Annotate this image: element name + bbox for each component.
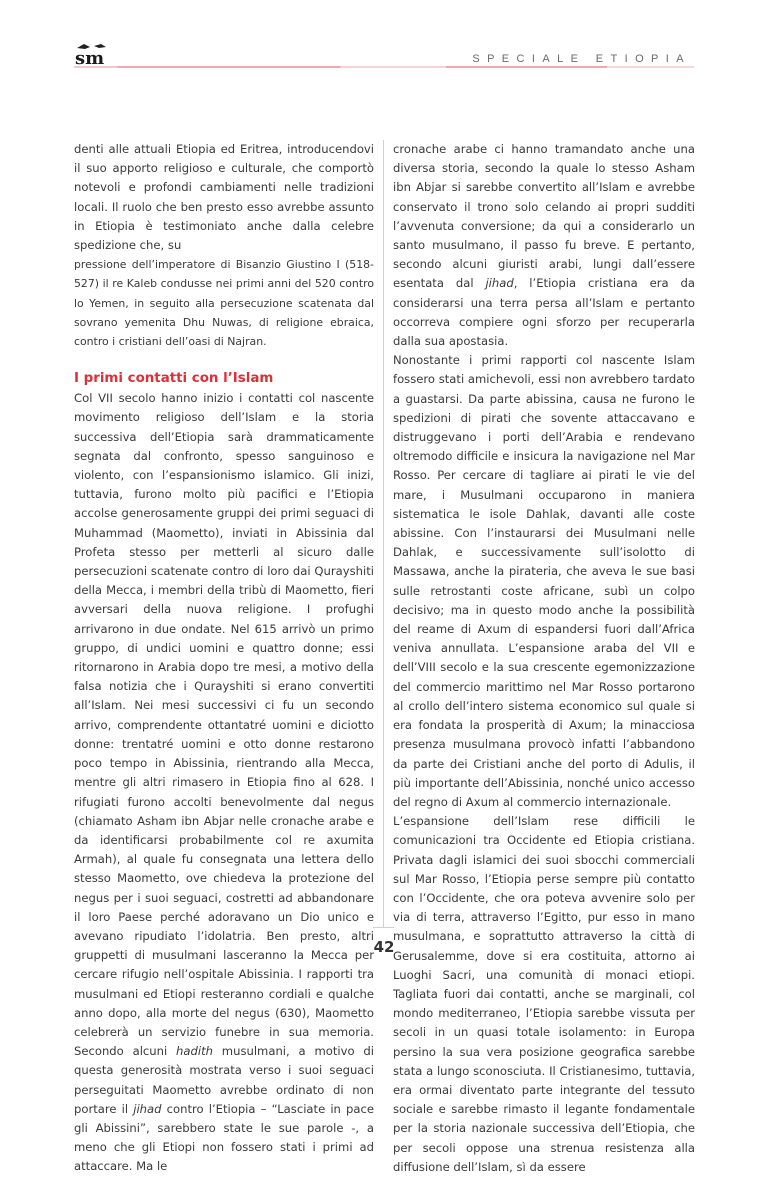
logo-mark-icon [74, 42, 108, 66]
page-number: 42 [373, 938, 395, 956]
italic-term: jihad [485, 276, 514, 291]
publication-logo [74, 42, 108, 66]
right-column [393, 140, 695, 1177]
paragraph-text: cronache arabe ci hanno tramandato anche una diversa storia, secondo la quale lo stesso Asham ibn Abjar si sarebbe convertito all’Islam e avrebbe conservato il trono solo celando ai propri sudditi l’avvenuta conversione; da qui a considerarlo un santo musulmano, il passo fu breve. E pertanto, secondo alcuni giuristi arabi, lungi dall’essere esentata dal [393, 142, 695, 291]
logo-text: sm [75, 48, 105, 66]
paragraph [393, 140, 695, 351]
paragraph [74, 389, 374, 1176]
header-rule [74, 66, 694, 68]
column-divider-foot [373, 927, 394, 928]
italic-term: jihad [133, 1101, 162, 1116]
section-title: SPECIALE ETIOPIA [472, 53, 691, 65]
paragraph-text: contro l’Etiopia – “Lasciate in pace gli Abissini”, sarebbero state le sue parole -, a meno che gli Etiopi non fossero stati i primi ad attaccare. Ma le [74, 1101, 375, 1174]
paragraph [74, 255, 374, 351]
paragraph [393, 351, 695, 812]
paragraph-text: L’espansione dell’Islam rese difficili le comunicazioni tra Occidente ed Etiopia cristiana. Privata dagli islamici dei suoi sbocchi commerciali sul Mar Rosso, l’Etiopia perse sempre più contatto con l’Occidente, che ora poteva avvenire solo per via di terra, attraverso l’Egitto, pur esso in mano musulmana, e soprattutto attraverso la città di Gerusalemme, dove si era costituita, attorno ai Luoghi Sacri, una comunità di monaci etiopi. Tagliata fuori dai contatti, anche se marginali, col mondo mediterraneo, l’Etiopia sarebbe vissuta per secoli in un quasi totale isolamento: in Europa persino la sua vera posizione geografica sarebbe stata a lungo sconosciuta. Il Cristianesimo, tuttavia, era ormai diventato parte integrante del tessuto sociale e sarebbe rimasto il legante fondamentale per la storia nazionale successiva dell’Etiopia, che per secoli oppose una strenua resistenza alla diffusione dell’Islam, sì da essere [393, 814, 695, 1174]
italic-term: hadith [176, 1044, 213, 1059]
paragraph-text: Col VII secolo hanno inizio i contatti col nascente movimento religioso dell’Islam e la storia successiva dell’Etiopia sarà drammaticamente segnata dal confronto, spesso sanguinoso e violento, con l’espansionismo islamico. Gli inizi, tuttavia, furono molto più pacifici e l’Etiopia accolse generosamente gruppi dei primi seguaci di Muhammad (Maometto), inviati in Abissinia dal Profeta stesso per metterli al sicuro dalle persecuzioni scatenate contro di loro dai Qurayshiti della Mecca, i membri della tribù di Maometto, fieri avversari della nuova religione. I profughi arrivarono in due ondate. Nel 615 arrivò un primo gruppo, di undici uomini e quattro donne; essi ritornarono in Arabia dopo tre mesi, a motivo della falsa notizia che i Qurayshiti si erano convertiti all’Islam. Nei mesi successivi ci fu un secondo arrivo, comprendente ottantatré uomini e diciotto donne: trentatré uomini e otto donne restarono poco tempo in Abissinia, rientrando alla Mecca, mentre gli altri rimasero in Etiopia fino al 628. I rifugiati furono accolti benevolmente dal negus (chiamato Asham ibn Abjar nelle cronache arabe e da identificarsi probabilmente col re axumita Armah), al quale fu consegnata una lettera dello stesso Maometto, ove chiedeva la protezione del negus per i suoi seguaci, costretti ad abbandonare il loro Paese perché adoravano un Dio unico e avevano ripudiato l’idolatria. Ben presto, altri gruppetti di musulmani lasceranno la Mecca per cercare rifugio nell’ospitale Abissinia. I rapporti tra musulmani ed Etiopi resteranno cordiali e qualche anno dopo, alla morte del negus (630), Maometto celebrerà un servizio funebre in sua memoria. Secondo alcuni [74, 391, 374, 1059]
paragraph [74, 140, 374, 255]
paragraph-text: , l’Etiopia cristiana era da considerarsi una terra persa all’Islam e pertanto occorreva compiere ogni sforzo per recuperarla dalla sua apostasia. [393, 276, 695, 349]
paragraph-text: denti alle attuali Etiopia ed Eritrea, introducendovi il suo apporto religioso e culturale, che comportò notevoli e profondi cambiamenti nelle tradizioni locali. Il ruolo che ben presto esso avrebbe assunto in Etiopia è testimoniato anche dalla celebre spedizione che, su [74, 142, 374, 253]
paragraph-text: pressione dell’imperatore di Bisanzio Giustino I (518-527) il re Kaleb condusse nei primi anni del 520 contro lo Yemen, in seguito alla persecuzione scatenata dal sovrano yemenita Dhu Nuwas, di religione ebraica, contro i cristiani dell’oasi di Najran. [74, 258, 374, 349]
paragraph-text: musulmani, a motivo di questa generosità mostrata verso i suoi seguaci perseguitati Maometto avrebbe ordinato di non portare il [74, 1044, 374, 1116]
column-divider [383, 140, 384, 928]
paragraph-text: Nonostante i primi rapporti col nascente Islam fossero stati amichevoli, essi non avrebbero tardato a guastarsi. Da parte abissina, causa ne furono le spedizioni di pirati che sovente attaccavano e distruggevano i porti dell’Arabia e rendevano oltremodo difficile e insicura la navigazione nel Mar Rosso. Per cercare di tagliare ai pirati le vie del mare, i Musulmani occuparono in maniera sistematica le isole Dahlak, davanti alle coste abissine. Con l’instaurarsi dei Musulmani nelle Dahlak, e successivamente sull’isolotto di Massawa, anche la pirateria, che aveva le sue basi sulle retrostanti coste africane, subì un colpo decisivo; ma in questo modo anche la possibilità del reame di Axum di espandersi fuori dall’Africa veniva annullata. L’espansione araba del VII e dell’VIII secolo e la sua crescente egemonizzazione del commercio marittimo nel Mar Rosso portarono al crollo dell’intero sistema economico sul quale si era fondata la prosperità di Axum; la minacciosa presenza musulmana provocò infatti l’abbandono da parte dei Cristiani anche del porto di Adulis, il più importante dell’Abissinia, nonché unico accesso del regno di Axum al commercio internazionale. [393, 353, 695, 809]
section-heading: I primi contatti con l’Islam [74, 371, 274, 387]
paragraph [393, 812, 695, 1177]
left-column [74, 140, 374, 1177]
